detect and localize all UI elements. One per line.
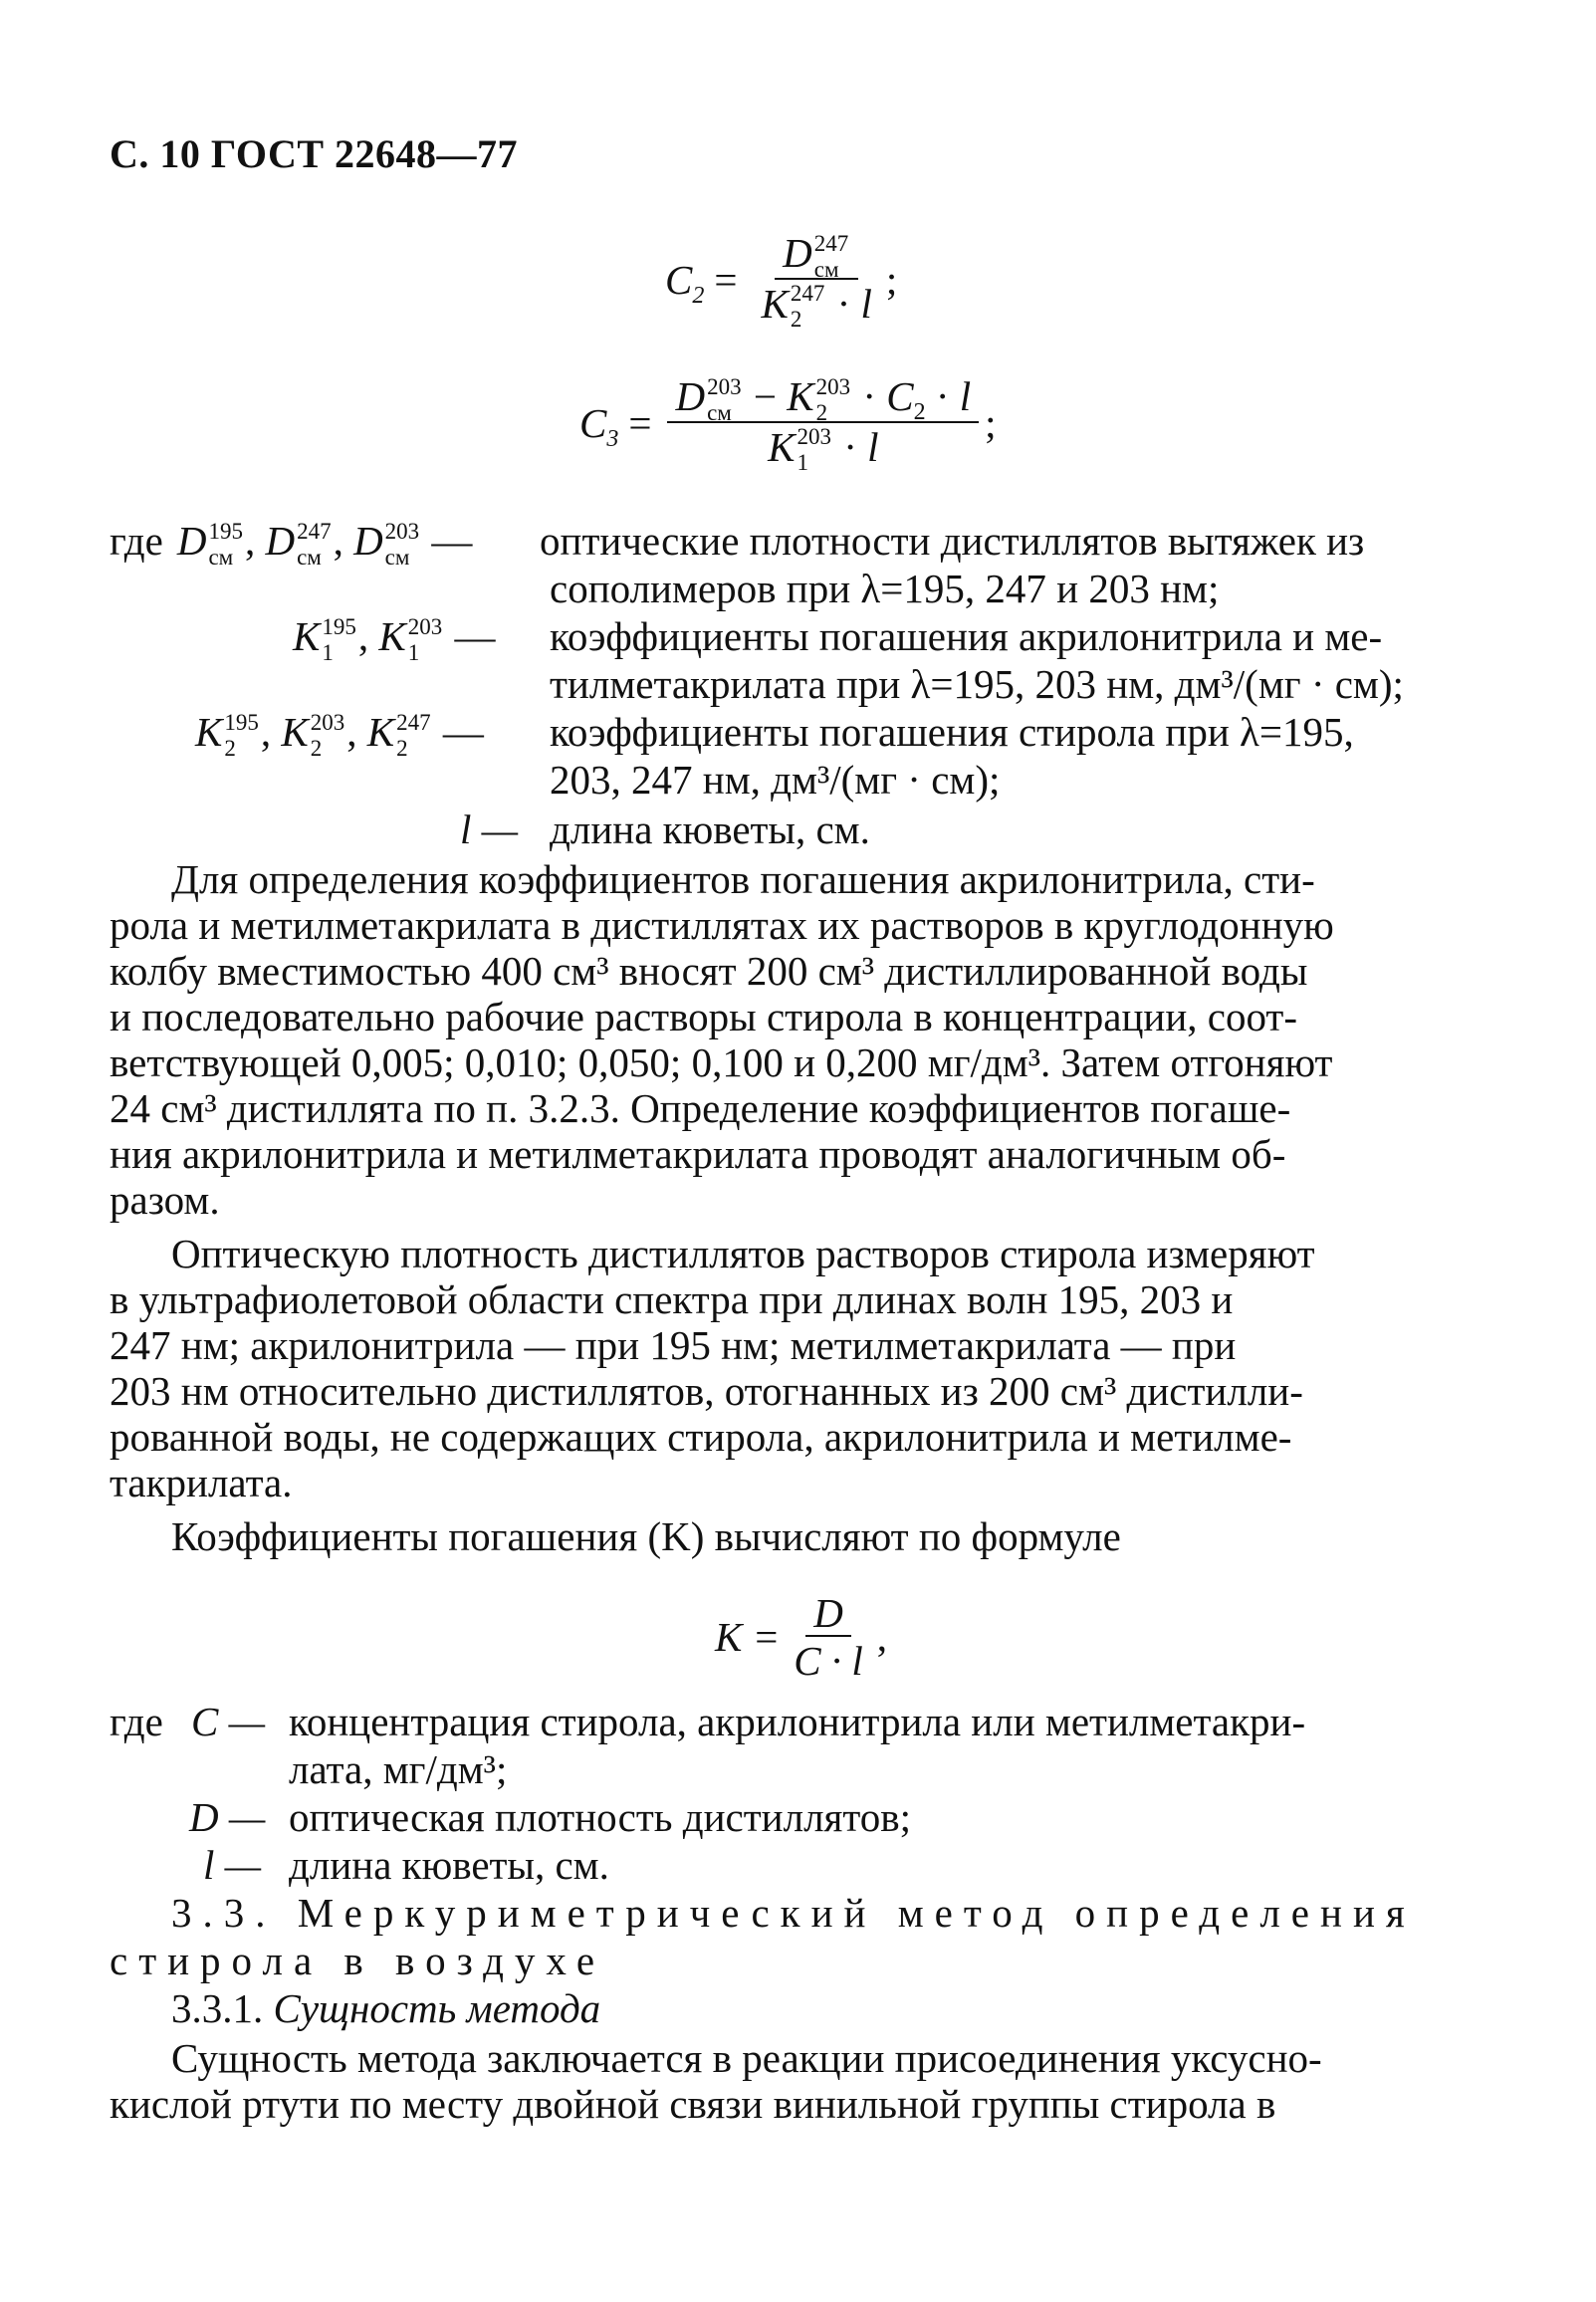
where-label: где	[110, 1699, 163, 1744]
text-line: и последовательно рабочие растворы стирола в концентрации, соот-	[110, 994, 1298, 1039]
definition-row	[293, 613, 496, 665]
text-line: ния акрилонитрила и метилметакрилата проводят аналогичным об-	[110, 1131, 1286, 1177]
def-term-l: l —	[460, 806, 519, 852]
text-line: в ультрафиолетовой области спектра при длинах волн 195, 203 и	[110, 1276, 1234, 1322]
formula-k-tail: ,	[876, 1614, 888, 1660]
paragraph-3: Коэффициенты погашения (K) вычисляют по формуле	[171, 1513, 1121, 1559]
paragraph-1	[110, 856, 1486, 1223]
def-desc: оптическая плотность дистиллятов;	[289, 1794, 912, 1840]
text-line: 24 см³ дистиллята по п. 3.2.3. Определение коэффициентов погаше-	[110, 1085, 1291, 1131]
definition-row	[110, 518, 473, 570]
subsection-title: 3.3.1. Сущность метода	[171, 1985, 601, 2031]
section-body	[110, 2035, 1486, 2127]
def-desc: оптические плотности дистиллятов вытяжек из	[540, 518, 1365, 564]
def-term-k1: K 195 1 , K 203 1 —	[293, 613, 496, 665]
text-line: рола и метилметакрилата в дистиллятах их растворов в круглодонную	[110, 902, 1334, 948]
def-desc: тилметакрилата при λ=195, 203 нм, дм³/(мг · см);	[550, 661, 1404, 707]
def-term-d: D —	[189, 1794, 266, 1840]
def-desc: коэффициенты погашения акрилонитрила и ме-	[550, 613, 1383, 659]
formula-c3-fraction: D 203 см − K 203 2 · $C_2 \cdot l$ K 203 1 · l	[667, 374, 979, 471]
text-line: рованной воды, не содержащих стирола, акрилонитрила и метилме-	[110, 1414, 1292, 1460]
text-line: 203 нм относительно дистиллятов, отогнанных из 200 см³ дистилли-	[110, 1368, 1303, 1414]
formula-k-denominator: C · l	[794, 1638, 863, 1684]
formula-c2	[665, 230, 898, 333]
formula-c3-lhs: $C_3$	[579, 399, 619, 452]
def-desc: длина кюветы, см.	[289, 1842, 609, 1888]
formula-k-fraction	[786, 1591, 871, 1683]
equals-sign: =	[628, 399, 652, 446]
text-line: такрилата.	[110, 1460, 293, 1505]
def-term-d: D 195 см , D 247 см , D 203 см —	[176, 518, 473, 570]
def-desc: концентрация стирола, акрилонитрила или метилметакри-	[289, 1699, 1306, 1744]
formula-k-lhs: K =	[715, 1614, 781, 1660]
where-label: где	[110, 518, 163, 564]
formula-c2-lhs: $C_2$	[665, 256, 705, 309]
paragraph-2	[110, 1231, 1486, 1505]
formula-c3-tail: ;	[985, 399, 997, 446]
text-line: Оптическую плотность дистиллятов растворов стирола измеряют	[171, 1231, 1315, 1276]
text-line: ветствующей 0,005; 0,010; 0,050; 0,100 и 0,200 мг/дм³. Затем отгоняют	[110, 1039, 1333, 1085]
formula-k	[715, 1591, 887, 1683]
text-line: 247 нм; акрилонитрила — при 195 нм; метилметакрилата — при	[110, 1322, 1237, 1368]
text-line: кислой ртути по месту двойной связи винильной группы стирола в	[110, 2081, 1276, 2127]
equals-sign: =	[714, 256, 738, 303]
text-line: Сущность метода заключается в реакции присоединения уксусно-	[171, 2035, 1322, 2081]
formula-k-numerator: D	[805, 1591, 851, 1637]
section-heading: 3.3. Меркуриметрический метод определения	[171, 1890, 1416, 1936]
def-desc: сополимеров при λ=195, 247 и 203 нм;	[550, 566, 1220, 611]
text-line: разом.	[110, 1177, 220, 1223]
def-term-l: l —	[203, 1842, 262, 1888]
def-desc: длина кюветы, см.	[550, 806, 870, 852]
formula-c2-fraction: D 247 см K 247 2 · l	[761, 230, 872, 333]
def-desc: коэффициенты погашения стирола при λ=195,	[550, 709, 1354, 755]
def-term-k2: K 195 2 , K 203 2 , K 247 2 —	[195, 709, 484, 761]
page-header: С. 10 ГОСТ 22648—77	[110, 131, 519, 176]
definition-row	[195, 709, 484, 761]
section-heading-cont: стирола в воздухе	[110, 1938, 606, 1983]
formula-c2-tail: ;	[885, 256, 898, 303]
text-line: колбу вместимостью 400 см³ вносят 200 см³ дистиллированной воды	[110, 948, 1308, 994]
formula-c3	[579, 373, 997, 476]
def-term-c: C —	[191, 1699, 266, 1744]
text-line: Для определения коэффициентов погашения акрилонитрила, сти-	[171, 856, 1315, 902]
def-desc: 203, 247 нм, дм³/(мг · см);	[550, 757, 1001, 803]
def-desc: лата, мг/дм³;	[289, 1746, 508, 1792]
